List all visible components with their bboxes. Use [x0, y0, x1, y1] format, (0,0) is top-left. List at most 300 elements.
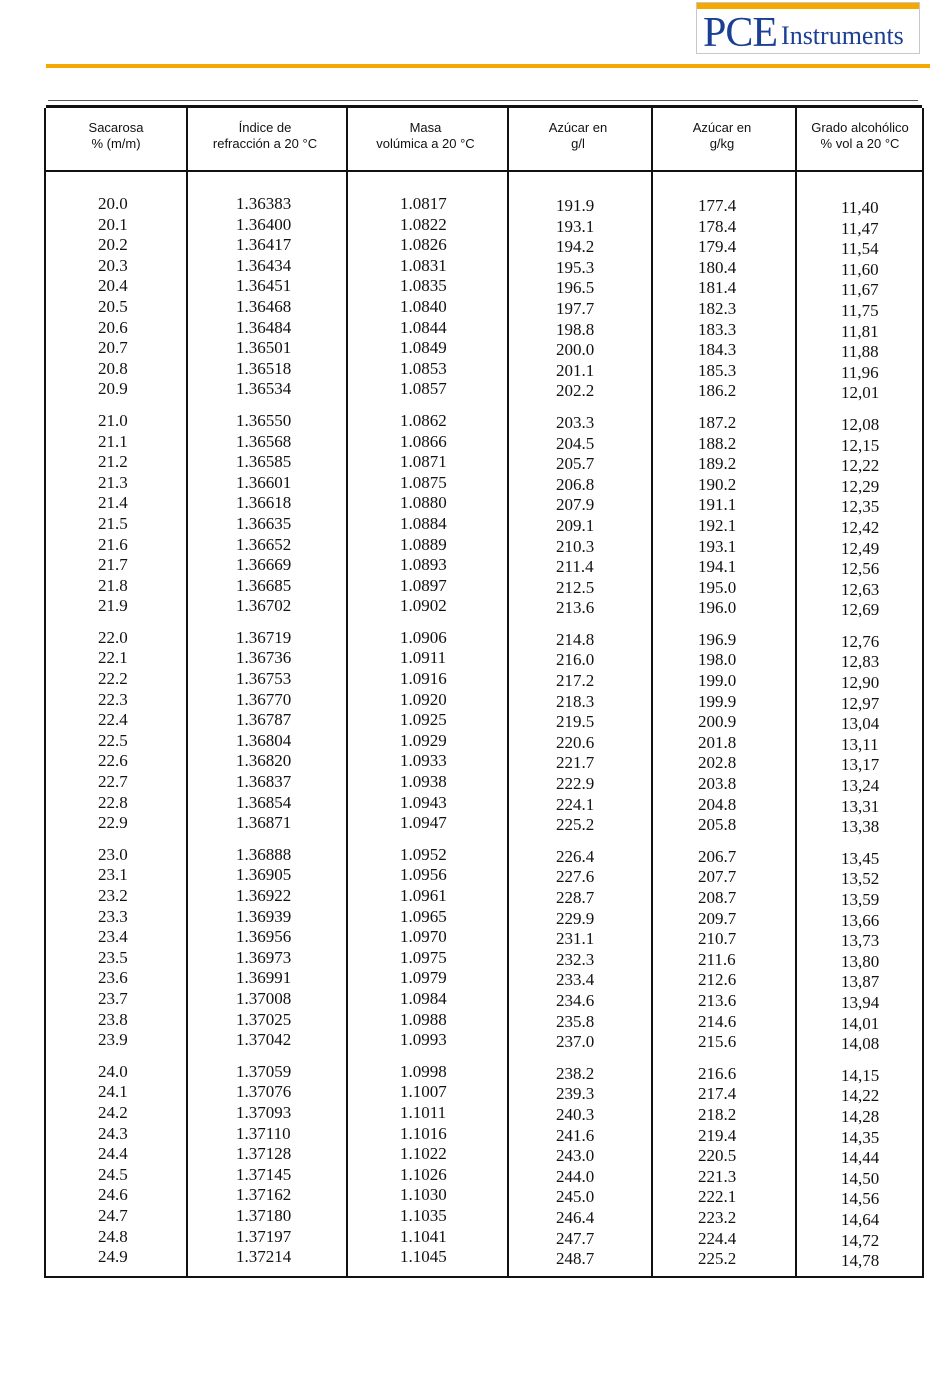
table-cell: 1.37059 [236, 1061, 292, 1081]
table-cell: 188.2 [698, 433, 737, 453]
table-cell: 1.0862 [400, 410, 447, 430]
table-cell: 211.6 [698, 949, 736, 969]
table-cell: 1.0817 [400, 194, 447, 213]
table-cell: 196.0 [698, 598, 737, 618]
table-cell: 1.36804 [236, 730, 292, 750]
table-cell: 218.3 [556, 691, 595, 711]
table-cell: 11,54 [841, 239, 879, 259]
table-cell: 23.9 [98, 1030, 128, 1050]
table-cell: 23.6 [98, 968, 128, 988]
header-azucar-gkg [651, 110, 793, 162]
table-cell: 14,22 [841, 1086, 880, 1106]
table-cell: 14,01 [841, 1013, 880, 1033]
table-cell: 222.9 [556, 774, 595, 794]
table-cell: 12,90 [841, 673, 880, 693]
table-cell: 1.0916 [400, 669, 447, 689]
table-cell: 208.7 [698, 888, 737, 907]
header-indice-refraccion [186, 110, 344, 162]
table-cell: 1.36854 [236, 792, 292, 812]
table-cell: 14,78 [841, 1251, 880, 1271]
table-cell: 216.6 [698, 1063, 737, 1083]
table-cell: 12,08 [841, 414, 880, 434]
table-cell: 235.8 [556, 1011, 595, 1031]
table-cell: 24.5 [98, 1164, 128, 1184]
table-cell: 1.1026 [400, 1164, 447, 1184]
table-cell: 1.36939 [236, 906, 292, 926]
header-azucar-gl [507, 110, 649, 162]
table-cell: 225.2 [556, 815, 595, 835]
table-cell: 224.4 [698, 1228, 737, 1248]
table-cell: 204.8 [698, 794, 737, 814]
table-cell: 24.8 [98, 1226, 128, 1246]
table-cell: 217.2 [556, 671, 595, 691]
table-cell: 217.4 [698, 1084, 737, 1104]
table-cell: 1.36753 [236, 669, 292, 689]
table-cell: 213.6 [698, 990, 737, 1010]
table-cell: 11,81 [841, 321, 879, 341]
table-cell: 213.6 [556, 598, 595, 618]
table-cell: 191.1 [698, 495, 737, 515]
table-cell: 237.0 [556, 1032, 595, 1052]
table-cell: 1.36888 [236, 844, 292, 864]
table-cell: 211.4 [556, 557, 594, 577]
table-cell: 22.9 [98, 813, 128, 833]
table-cell: 1.1016 [400, 1123, 447, 1143]
table-cell: 196.5 [556, 278, 595, 298]
table-cell: 23.4 [98, 927, 128, 947]
table-cell: 244.0 [556, 1166, 595, 1186]
table-cell: 21.4 [98, 493, 128, 513]
logo-word: Instruments [781, 21, 904, 50]
table-cell: 22.2 [98, 669, 128, 689]
table-cell: 20.2 [98, 235, 128, 255]
table-cell: 1.37145 [236, 1164, 292, 1184]
table-cell: 1.36618 [236, 493, 292, 513]
table-cell: 1.0866 [400, 431, 447, 451]
table-cell: 22.5 [98, 730, 128, 750]
table-cell: 1.37128 [236, 1144, 292, 1164]
table-cell: 13,52 [841, 869, 880, 889]
column-divider [186, 108, 188, 1276]
table-cell: 1.0970 [400, 927, 447, 947]
table-cell: 241.6 [556, 1125, 595, 1145]
header-line: Azúcar en [692, 120, 752, 135]
column-grado-alcoholico [841, 198, 879, 1272]
table-cell: 177.4 [698, 196, 737, 215]
table-cell: 1.37197 [236, 1226, 292, 1246]
table-cell: 1.0911 [400, 648, 447, 668]
table-cell: 23.8 [98, 1009, 128, 1029]
table-cell: 1.36719 [236, 627, 292, 647]
header-line: g/kg [709, 136, 735, 151]
table-cell: 14,72 [841, 1230, 880, 1250]
table-cell: 1.0835 [400, 276, 447, 296]
table-cell: 221.3 [698, 1166, 737, 1186]
table-cell: 11,47 [841, 218, 879, 238]
table-cell: 201.1 [556, 360, 595, 380]
table-cell: 1.1030 [400, 1185, 447, 1205]
table-cell: 1.0849 [400, 338, 447, 358]
table-cell: 14,15 [841, 1065, 880, 1085]
table-cell: 1.0831 [400, 255, 447, 275]
table-top-thin-rule [48, 100, 918, 101]
table-cell: 212.5 [556, 577, 595, 597]
column-masa-volumica [400, 194, 447, 1268]
header-line: Grado alcohólico [811, 120, 909, 135]
table-cell: 219.4 [698, 1125, 737, 1145]
table-cell: 233.4 [556, 970, 595, 990]
table-cell: 180.4 [698, 257, 737, 277]
table-cell: 210.7 [698, 929, 737, 949]
table-cell: 1.0929 [400, 730, 447, 750]
table-cell: 24.7 [98, 1205, 128, 1225]
table-cell: 13,31 [841, 796, 880, 816]
header-separator [46, 170, 922, 172]
table-cell: 11,96 [841, 362, 879, 382]
table-cell: 227.6 [556, 867, 595, 887]
table-cell: 20.1 [98, 214, 128, 234]
column-azucar-gkg [698, 196, 736, 1270]
table-cell: 185.3 [698, 360, 737, 380]
table-cell: 192.1 [698, 515, 737, 535]
table-cell: 205.8 [698, 815, 737, 835]
table-cell: 23.2 [98, 886, 128, 905]
table-cell: 220.6 [556, 732, 595, 752]
table-cell: 14,64 [841, 1209, 880, 1229]
table-cell: 14,44 [841, 1148, 880, 1168]
table-cell: 1.36635 [236, 513, 292, 533]
table-cell: 183.3 [698, 319, 737, 339]
table-cell: 240.3 [556, 1104, 595, 1124]
table-cell: 24.9 [98, 1247, 128, 1267]
table-cell: 1.36770 [236, 689, 292, 709]
column-divider [507, 108, 509, 1276]
table-cell: 224.1 [556, 794, 595, 814]
table-cell: 215.6 [698, 1032, 737, 1052]
table-cell: 14,50 [841, 1168, 880, 1188]
table-cell: 1.0840 [400, 296, 447, 316]
table-cell: 201.8 [698, 732, 737, 752]
table-cell: 226.4 [556, 846, 595, 866]
table-cell: 1.0984 [400, 988, 447, 1008]
table-cell: 1.37076 [236, 1082, 292, 1102]
table-cell: 1.36601 [236, 472, 292, 492]
table-cell: 24.1 [98, 1082, 128, 1102]
table-cell: 1.36871 [236, 813, 292, 833]
table-cell: 221.7 [556, 753, 595, 773]
table-cell: 1.1011 [400, 1102, 447, 1122]
table-cell: 20.6 [98, 317, 128, 337]
header-line: Masa [409, 120, 442, 135]
table-cell: 1.36787 [236, 710, 292, 730]
header-sacarosa [48, 110, 184, 162]
table-cell: 1.0880 [400, 493, 447, 513]
table-cell: 1.0857 [400, 379, 447, 399]
table-cell: 218.2 [698, 1104, 737, 1124]
table-cell: 13,87 [841, 972, 880, 992]
header-line: volúmica a 20 °C [376, 136, 475, 151]
table-cell: 1.36400 [236, 214, 292, 234]
table-cell: 198.0 [698, 650, 737, 670]
table-cell: 21.1 [98, 431, 128, 451]
table-cell: 24.0 [98, 1061, 128, 1081]
table-cell: 22.0 [98, 627, 128, 647]
table-cell: 12,97 [841, 693, 880, 713]
table-cell: 1.37093 [236, 1102, 292, 1122]
table-cell: 207.7 [698, 867, 737, 887]
table-frame [44, 108, 924, 1278]
table-cell: 13,59 [841, 890, 880, 909]
table-cell: 232.3 [556, 949, 595, 969]
table-cell: 24.3 [98, 1123, 128, 1143]
table-cell: 191.9 [556, 196, 595, 215]
table-cell: 21.0 [98, 410, 128, 430]
table-cell: 1.36585 [236, 452, 292, 472]
table-cell: 189.2 [698, 454, 737, 474]
header-line: g/l [571, 136, 585, 151]
table-cell: 1.36820 [236, 751, 292, 771]
table-cell: 12,22 [841, 456, 880, 476]
table-cell: 12,15 [841, 435, 880, 455]
table-cell: 12,63 [841, 579, 880, 599]
table-cell: 11,60 [841, 259, 879, 279]
table-cell: 247.7 [556, 1228, 595, 1248]
table-cell: 182.3 [698, 298, 737, 318]
table-cell: 225.2 [698, 1249, 737, 1269]
table-cell: 1.1041 [400, 1226, 447, 1246]
table-cell: 1.36669 [236, 555, 292, 575]
table-cell: 21.6 [98, 534, 128, 554]
table-cell: 222.1 [698, 1187, 737, 1207]
table-cell: 1.36702 [236, 596, 292, 616]
table-cell: 24.2 [98, 1102, 128, 1122]
table-cell: 199.0 [698, 671, 737, 691]
table-cell: 20.4 [98, 276, 128, 296]
table-cell: 13,80 [841, 951, 880, 971]
logo-text [703, 9, 915, 56]
pce-instruments-logo [696, 2, 920, 54]
table-cell: 184.3 [698, 340, 737, 360]
table-cell: 198.8 [556, 319, 595, 339]
table-cell: 1.0906 [400, 627, 447, 647]
table-cell: 1.36434 [236, 255, 292, 275]
logo-mark: PCE [703, 10, 778, 56]
table-cell: 24.4 [98, 1144, 128, 1164]
table-cell: 1.0998 [400, 1061, 447, 1081]
table-cell: 22.8 [98, 792, 128, 812]
table-cell: 22.6 [98, 751, 128, 771]
table-cell: 1.0938 [400, 772, 447, 792]
table-cell: 197.7 [556, 298, 595, 318]
table-cell: 228.7 [556, 888, 595, 907]
table-cell: 195.3 [556, 257, 595, 277]
table-cell: 13,66 [841, 910, 880, 930]
table-cell: 13,11 [841, 734, 879, 754]
header-line: % (m/m) [91, 136, 141, 151]
table-cell: 220.5 [698, 1146, 737, 1166]
table-cell: 23.3 [98, 906, 128, 926]
table-cell: 196.9 [698, 629, 737, 649]
table-cell: 1.37042 [236, 1030, 292, 1050]
table-cell: 206.7 [698, 846, 737, 866]
table-cell: 1.0884 [400, 513, 447, 533]
table-cell: 12,76 [841, 631, 880, 651]
table-cell: 12,01 [841, 383, 880, 403]
table-cell: 243.0 [556, 1146, 595, 1166]
table-cell: 1.0826 [400, 235, 447, 255]
table-cell: 22.3 [98, 689, 128, 709]
column-divider [346, 108, 348, 1276]
table-cell: 216.0 [556, 650, 595, 670]
table-cell: 14,08 [841, 1034, 880, 1054]
table-cell: 13,17 [841, 755, 880, 775]
table-cell: 193.1 [556, 216, 595, 236]
table-cell: 1.36837 [236, 772, 292, 792]
table-cell: 1.36417 [236, 235, 292, 255]
table-cell: 1.0871 [400, 452, 447, 472]
table-cell: 13,24 [841, 776, 880, 796]
table-cell: 231.1 [556, 929, 595, 949]
table-cell: 22.7 [98, 772, 128, 792]
table-cell: 1.36534 [236, 379, 292, 399]
table-cell: 1.0961 [400, 886, 447, 905]
table-cell: 1.36922 [236, 886, 292, 905]
table-cell: 212.6 [698, 970, 737, 990]
table-cell: 20.5 [98, 296, 128, 316]
column-indice-refraccion [236, 194, 291, 1268]
table-cell: 1.0902 [400, 596, 447, 616]
table-cell: 1.36468 [236, 296, 292, 316]
table-cell: 21.5 [98, 513, 128, 533]
table-cell: 229.9 [556, 908, 595, 928]
table-cell: 21.2 [98, 452, 128, 472]
table-cell: 1.36484 [236, 317, 292, 337]
table-cell: 223.2 [698, 1207, 737, 1227]
table-cell: 14,35 [841, 1127, 880, 1147]
table-cell: 1.0844 [400, 317, 447, 337]
table-cell: 12,56 [841, 559, 880, 579]
table-cell: 209.7 [698, 908, 737, 928]
table-cell: 186.2 [698, 381, 737, 401]
column-azucar-gl [556, 196, 594, 1270]
table-cell: 1.36736 [236, 648, 292, 668]
table-cell: 1.36568 [236, 431, 292, 451]
table-cell: 248.7 [556, 1249, 595, 1269]
table-cell: 11,67 [841, 280, 879, 300]
table-cell: 1.36991 [236, 968, 292, 988]
table-cell: 195.0 [698, 577, 737, 597]
table-cell: 202.8 [698, 753, 737, 773]
column-divider [795, 108, 797, 1276]
table-cell: 234.6 [556, 990, 595, 1010]
table-cell: 11,75 [841, 300, 879, 320]
table-cell: 1.1045 [400, 1247, 447, 1267]
table-cell: 13,94 [841, 992, 880, 1012]
table-cell: 1.0988 [400, 1009, 447, 1029]
table-cell: 200.9 [698, 712, 737, 732]
table-cell: 1.0956 [400, 865, 447, 885]
table-cell: 1.36905 [236, 865, 292, 885]
table-cell: 1.0925 [400, 710, 447, 730]
table-cell: 12,83 [841, 652, 880, 672]
header-rule [46, 64, 930, 68]
table-cell: 1.0943 [400, 792, 447, 812]
table-cell: 203.8 [698, 774, 737, 794]
table-cell: 1.36451 [236, 276, 292, 296]
table-cell: 178.4 [698, 216, 737, 236]
table-cell: 1.0933 [400, 751, 447, 771]
table-cell: 1.37162 [236, 1185, 292, 1205]
table-cell: 21.7 [98, 555, 128, 575]
header-line: Índice de [238, 120, 292, 135]
table-cell: 1.0875 [400, 472, 447, 492]
table-cell: 206.8 [556, 474, 595, 494]
table-cell: 20.8 [98, 358, 128, 378]
table-cell: 1.36956 [236, 927, 292, 947]
table-cell: 202.2 [556, 381, 595, 401]
table-cell: 209.1 [556, 515, 595, 535]
table-cell: 187.2 [698, 412, 737, 432]
table-cell: 1.37180 [236, 1205, 292, 1225]
table-cell: 21.3 [98, 472, 128, 492]
table-cell: 199.9 [698, 691, 737, 711]
table-cell: 1.0952 [400, 844, 447, 864]
table-cell: 1.36518 [236, 358, 292, 378]
table-cell: 200.0 [556, 340, 595, 360]
table-cell: 1.0979 [400, 968, 447, 988]
table-cell: 23.5 [98, 947, 128, 967]
table-cell: 20.7 [98, 338, 128, 358]
table-cell: 1.0993 [400, 1030, 447, 1050]
table-cell: 238.2 [556, 1063, 595, 1083]
table-cell: 1.0965 [400, 906, 447, 926]
table-cell: 193.1 [698, 536, 737, 556]
table-cell: 245.0 [556, 1187, 595, 1207]
table-cell: 11,40 [841, 198, 879, 217]
table-cell: 12,42 [841, 517, 880, 537]
table-cell: 1.0975 [400, 947, 447, 967]
table-cell: 1.36685 [236, 575, 292, 595]
table-cell: 23.0 [98, 844, 128, 864]
table-cell: 214.6 [698, 1011, 737, 1031]
table-cell: 20.0 [98, 194, 128, 213]
table-cell: 14,28 [841, 1106, 880, 1126]
table-cell: 239.3 [556, 1084, 595, 1104]
table-cell: 203.3 [556, 412, 595, 432]
column-sacarosa [98, 194, 128, 1268]
table-cell: 1.37008 [236, 988, 292, 1008]
table-cell: 1.36652 [236, 534, 292, 554]
table-cell: 1.1022 [400, 1144, 447, 1164]
table-cell: 1.37110 [236, 1123, 291, 1143]
table-cell: 207.9 [556, 495, 595, 515]
table-cell: 23.7 [98, 988, 128, 1008]
table-cell: 21.8 [98, 575, 128, 595]
table-cell: 1.1007 [400, 1082, 447, 1102]
table-cell: 1.36383 [236, 194, 292, 213]
table-cell: 179.4 [698, 237, 737, 257]
sucrose-table [40, 100, 926, 1278]
table-cell: 12,29 [841, 476, 880, 496]
table-cell: 1.36973 [236, 947, 292, 967]
table-cell: 190.2 [698, 474, 737, 494]
header-masa-volumica [346, 110, 505, 162]
table-cell: 12,69 [841, 600, 880, 620]
table-cell: 214.8 [556, 629, 595, 649]
table-cell: 20.3 [98, 255, 128, 275]
table-cell: 13,73 [841, 931, 880, 951]
header-line: Sacarosa [88, 120, 144, 135]
